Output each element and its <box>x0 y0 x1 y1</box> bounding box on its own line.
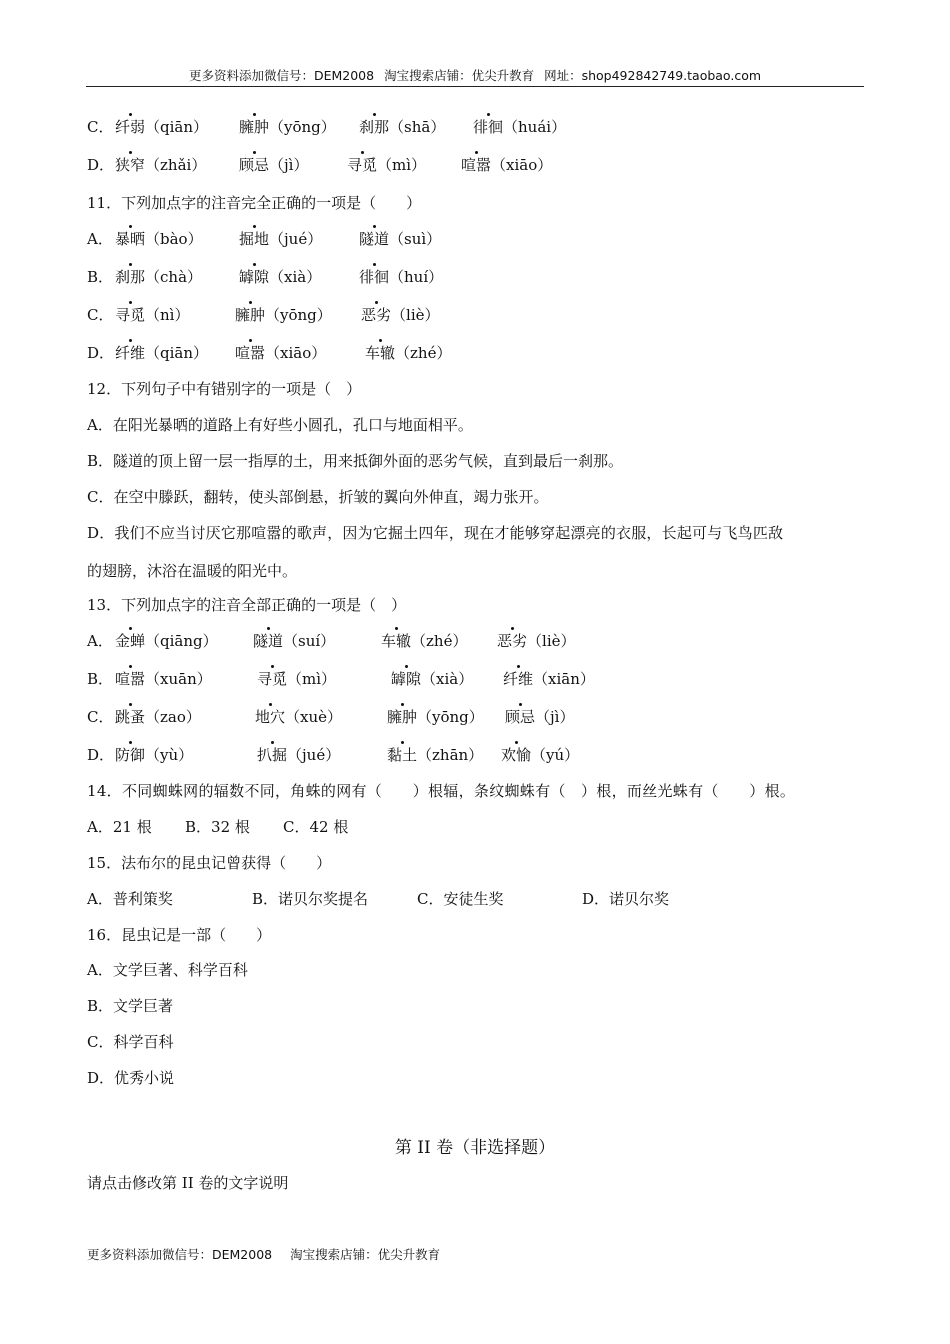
option-pinyin: （xuè） <box>285 708 343 726</box>
option-pinyin: （zhān） <box>417 746 484 764</box>
option-word: 防御 <box>115 746 146 764</box>
option-pinyin: （shā） <box>389 118 446 136</box>
option-pinyin: （xià） <box>269 268 322 286</box>
q12-option-d-cont: 的翅膀，沐浴在温暖的阳光中。 <box>87 562 298 580</box>
option-word: 喧嚣 <box>235 344 266 362</box>
option-word: 恶劣 <box>497 632 528 650</box>
option-pinyin: （huí） <box>389 268 444 286</box>
option-pinyin: （zhé） <box>411 632 468 650</box>
option-word: 寻觅 <box>115 306 146 324</box>
option-word: 欢愉 <box>501 746 532 764</box>
option-pinyin: （qiāng） <box>145 632 218 650</box>
option-word: 暴晒 <box>115 230 146 248</box>
option-word: 恶劣 <box>361 306 392 324</box>
option-pinyin: （yōng） <box>269 118 336 136</box>
q16-option-b: B．文学巨著 <box>87 997 174 1015</box>
section-2-description[interactable]: 请点击修改第 II 卷的文字说明 <box>87 1174 289 1192</box>
option-word: 顾忌 <box>239 156 270 174</box>
q10-option-c <box>87 116 566 138</box>
option-pinyin: （qiān） <box>145 118 209 136</box>
option-word: 罅隙 <box>391 670 422 688</box>
option-word: 掘地 <box>239 230 270 248</box>
option-word: 地穴 <box>255 708 286 726</box>
q16-stem: 16．昆虫记是一部（ ） <box>87 926 272 944</box>
option-pinyin: （jì） <box>269 156 309 174</box>
option-word: 隧道 <box>253 632 284 650</box>
option-pinyin: （liè） <box>527 632 576 650</box>
q15-stem: 15．法布尔的昆虫记曾获得（ ） <box>87 854 332 872</box>
q11-option-a <box>87 228 441 250</box>
option-word: 臃肿 <box>387 708 418 726</box>
option-word: 刹那 <box>359 118 390 136</box>
q12-option-d: D．我们不应当讨厌它那喧嚣的歌声，因为它掘土四年，现在才能够穿起漂亮的衣服，长起可与飞鸟匹敌 <box>87 524 784 542</box>
q10-option-d <box>87 154 552 176</box>
q16-option-d: D．优秀小说 <box>87 1069 175 1087</box>
q11-option-b <box>87 266 443 288</box>
option-pinyin: （jì） <box>535 708 575 726</box>
option-pinyin: （liè） <box>391 306 440 324</box>
option-pinyin: （zhé） <box>395 344 452 362</box>
option-label: A． <box>87 230 113 248</box>
option-pinyin: （suí） <box>283 632 336 650</box>
option-pinyin: （yú） <box>531 746 580 764</box>
option-word: 隧道 <box>359 230 390 248</box>
q14-stem: 14．不同蜘蛛网的辐数不同，角蛛的网有（ ）根辐，条纹蜘蛛有（ ）根，而丝光蛛有（ ）根。 <box>87 782 796 800</box>
option-word: 刹那 <box>115 268 146 286</box>
q11-stem: 11．下列加点字的注音完全正确的一项是（ ） <box>87 194 422 212</box>
option-word: 纤维 <box>115 344 146 362</box>
option-label: D． <box>87 344 115 362</box>
option-word: 喧嚣 <box>461 156 492 174</box>
page-header <box>86 66 864 87</box>
option-label: C． <box>87 306 114 324</box>
q14-option-c: C．42 根 <box>283 818 349 836</box>
q16-option-c: C．科学百科 <box>87 1033 174 1051</box>
option-word: 喧嚣 <box>115 670 146 688</box>
option-pinyin: （zhǎi） <box>145 156 207 174</box>
footer-wechat: 更多资料添加微信号：DEM2008 <box>87 1247 273 1262</box>
option-pinyin: （qiān） <box>145 344 209 362</box>
option-pinyin: （xiān） <box>533 670 595 688</box>
option-pinyin: （jué） <box>287 746 341 764</box>
q16-option-a: A．文学巨著、科学百科 <box>87 961 248 979</box>
option-word: 顾忌 <box>505 708 536 726</box>
q13-option-b <box>87 668 595 690</box>
option-word: 徘徊 <box>359 268 390 286</box>
option-pinyin: （mì） <box>287 670 337 688</box>
option-word: 车辙 <box>381 632 412 650</box>
option-word: 金蝉 <box>115 632 146 650</box>
option-label: C． <box>87 708 114 726</box>
option-label: B． <box>87 670 114 688</box>
q11-option-d <box>87 342 451 364</box>
option-pinyin: （bào） <box>145 230 203 248</box>
q14-option-a: A．21 根 <box>87 818 152 836</box>
option-pinyin: （yōng） <box>265 306 332 324</box>
option-word: 跳蚤 <box>115 708 146 726</box>
option-word: 寻觅 <box>347 156 378 174</box>
q13-option-d <box>87 744 579 766</box>
option-label: B． <box>87 268 114 286</box>
option-label: D． <box>87 156 115 174</box>
q14-option-b: B．32 根 <box>185 818 250 836</box>
page-footer <box>87 1245 454 1265</box>
q15-option-c: C．安徒生奖 <box>417 890 504 908</box>
q15-options <box>87 888 669 910</box>
option-word: 寻觅 <box>257 670 288 688</box>
option-word: 纤弱 <box>115 118 146 136</box>
q15-option-b: B．诺贝尔奖提名 <box>252 890 369 908</box>
option-word: 黏土 <box>387 746 418 764</box>
footer-store: 淘宝搜索店铺：优尖升教育 <box>290 1247 441 1262</box>
option-pinyin: （chà） <box>145 268 203 286</box>
option-word: 臃肿 <box>239 118 270 136</box>
option-pinyin: （yù） <box>145 746 194 764</box>
option-pinyin: （xuān） <box>145 670 212 688</box>
option-word: 徘徊 <box>473 118 504 136</box>
q12-option-c: C．在空中滕跃，翻转，使头部倒悬，折皱的翼向外伸直，竭力张开。 <box>87 488 549 506</box>
option-pinyin: （xiāo） <box>491 156 553 174</box>
option-pinyin: （suì） <box>389 230 442 248</box>
option-label: C． <box>87 118 114 136</box>
q12-option-b: B．隧道的顶上留一层一指厚的土，用来抵御外面的恶劣气候，直到最后一刹那。 <box>87 452 624 470</box>
option-word: 臃肿 <box>235 306 266 324</box>
option-label: D． <box>87 746 115 764</box>
q14-options <box>87 816 348 838</box>
option-pinyin: （xiāo） <box>265 344 327 362</box>
option-word: 扒掘 <box>257 746 288 764</box>
q13-option-c <box>87 706 574 728</box>
q11-option-c <box>87 304 440 326</box>
header-wechat: 更多资料添加微信号：DEM2008 <box>188 68 375 83</box>
q15-option-a: A．普利策奖 <box>87 890 173 908</box>
option-word: 罅隙 <box>239 268 270 286</box>
option-pinyin: （zao） <box>145 708 201 726</box>
option-pinyin: （jué） <box>269 230 323 248</box>
section-2-title: 第 II 卷（非选择题） <box>394 1138 556 1158</box>
option-word: 狭窄 <box>115 156 146 174</box>
option-word: 纤维 <box>503 670 534 688</box>
q13-option-a <box>87 630 576 652</box>
q13-stem: 13．下列加点字的注音全部正确的一项是（ ） <box>87 596 407 614</box>
option-pinyin: （huái） <box>503 118 567 136</box>
option-pinyin: （mì） <box>377 156 427 174</box>
option-label: A． <box>87 632 113 650</box>
option-pinyin: （yōng） <box>417 708 484 726</box>
option-word: 车辙 <box>365 344 396 362</box>
q12-stem: 12．下列句子中有错别字的一项是（ ） <box>87 380 362 398</box>
header-store: 淘宝搜索店铺：优尖升教育 <box>384 68 535 83</box>
header-site: 网址：shop492842749.taobao.com <box>544 68 762 83</box>
q12-option-a: A．在阳光暴晒的道路上有好些小圆孔，孔口与地面相平。 <box>87 416 473 434</box>
q15-option-d: D．诺贝尔奖 <box>582 890 670 908</box>
option-pinyin: （nì） <box>145 306 190 324</box>
option-pinyin: （xià） <box>421 670 474 688</box>
